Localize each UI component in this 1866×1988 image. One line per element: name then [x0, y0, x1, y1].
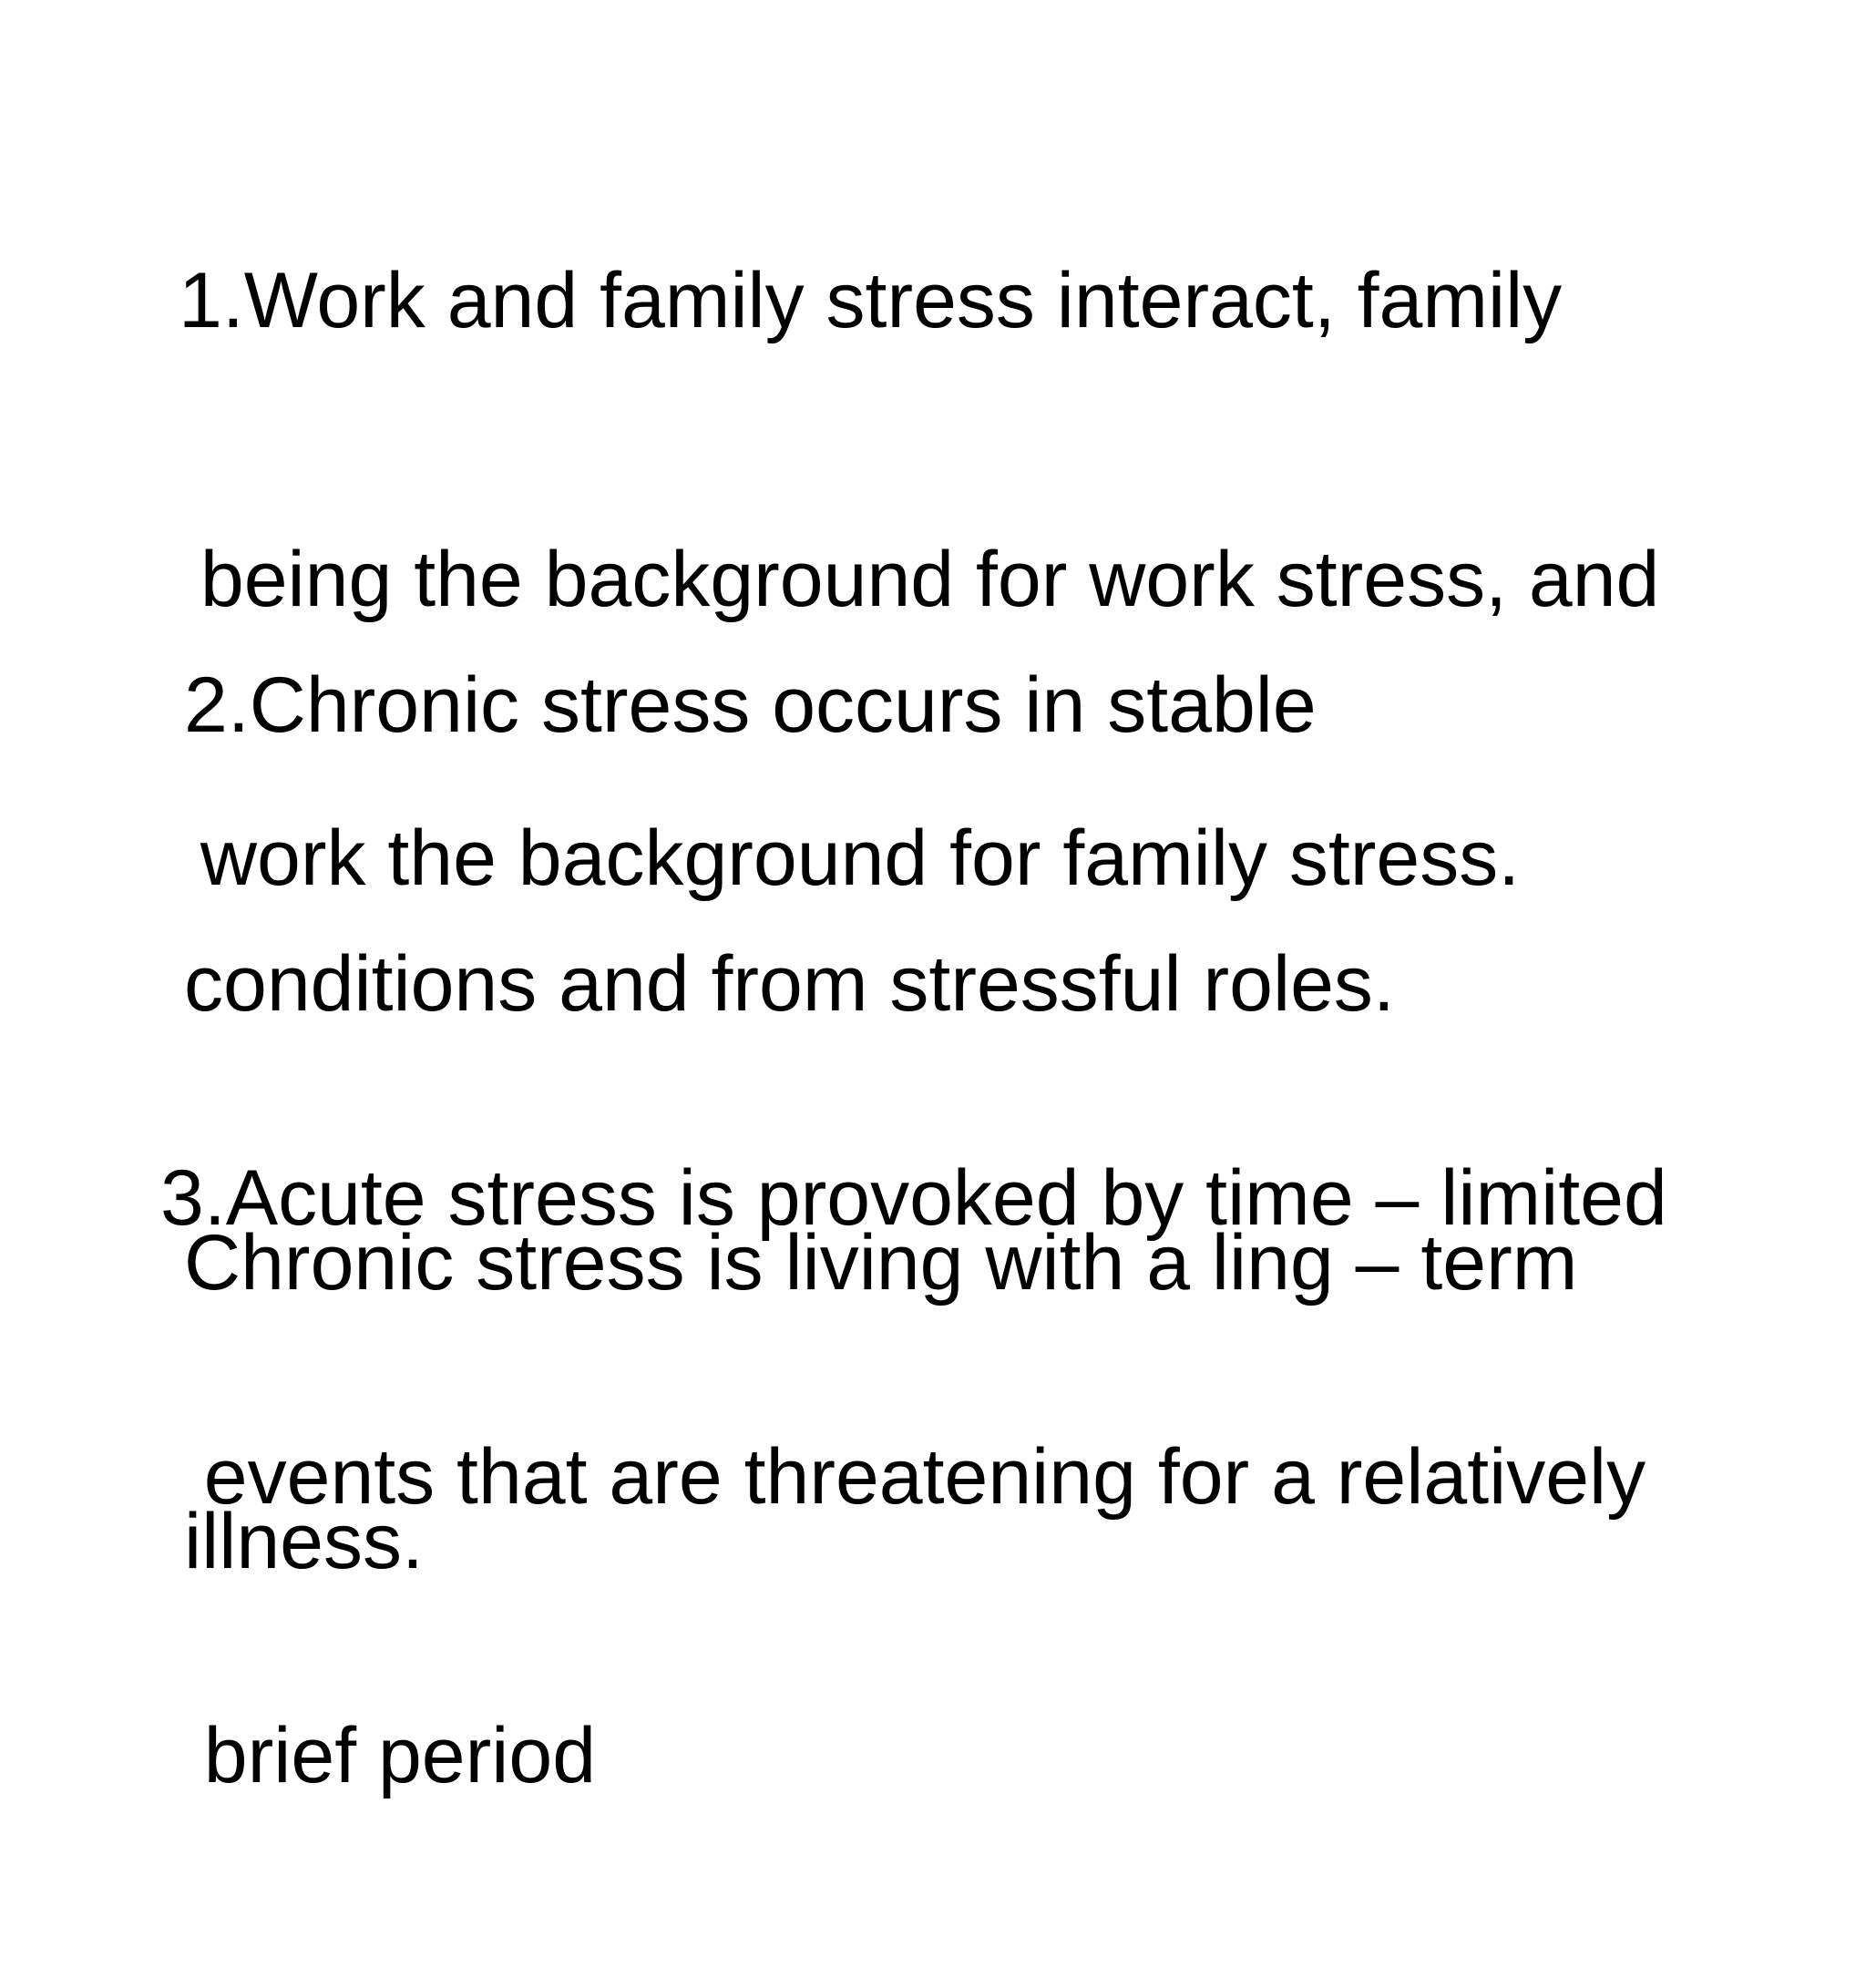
paragraph-1-line-1: 1.Work and family stress interact, family: [179, 257, 1563, 344]
paragraph-2-line-3: Chronic stress is living with a ling – term: [184, 1219, 1578, 1307]
paragraph-1-line-2: being the background for work stress, and: [179, 536, 1660, 623]
paragraph-2-line-1: 2.Chronic stress occurs in stable: [184, 661, 1317, 749]
paragraph-3-line-1: 3.Acute stress is provoked by time – limited: [160, 1154, 1667, 1242]
paragraph-2-line-2: conditions and from stressful roles.: [184, 940, 1395, 1028]
paragraph-3-line-2: events that are threatening for a relatively: [160, 1433, 1646, 1521]
paragraph-3-line-3: brief period: [160, 1712, 597, 1799]
paragraph-2-line-4: illness.: [184, 1498, 424, 1585]
paragraph-1-line-3: work the background for family stress.: [179, 815, 1521, 902]
paragraph-3: [160, 966, 1667, 1988]
